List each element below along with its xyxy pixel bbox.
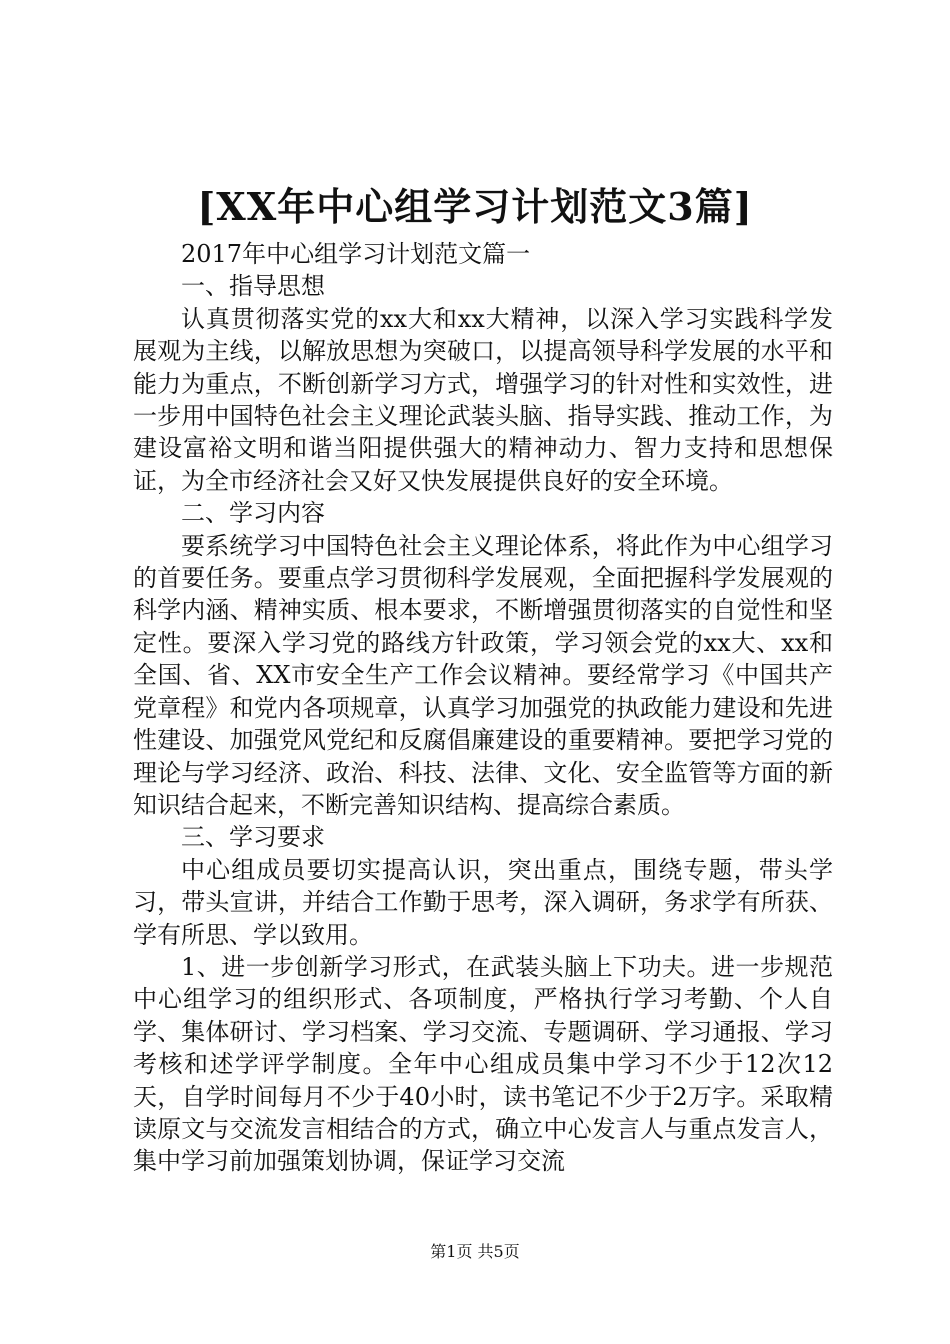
section-paragraph: 要系统学习中国特色社会主义理论体系，将此作为中心组学习的首要任务。要重点学习贯彻科学发展观，全面把握科学发展观的科学内涵、精神实质、根本要求，不断增强贯彻落实的自觉性和坚定性。要深入学习党的路线方针政策，学习领会党的xx大、xx和全国、省、XX市安全生产工作会议精神。要经常学习《中国共产党章程》和党内各项规章，认真学习加强党的执政能力建设和先进性建设、加强党风党纪和反腐倡廉建设的重要精神。要把学习党的理论与学习经济、政治、科技、法律、文化、安全监管等方面的新知识结合起来，不断完善知识结构、提高综合素质。: [133, 531, 833, 819]
section-heading: 二、学习内容: [181, 499, 325, 528]
section-heading: 一、指导思想: [181, 272, 325, 301]
section-paragraph: 中心组成员要切实提高认识，突出重点，围绕专题，带头学习，带头宣讲，并结合工作勤于思考，深入调研，务求学有所获、学有所思、学以致用。: [133, 855, 833, 949]
section-paragraph: 1、进一步创新学习形式，在武装头脑上下功夫。进一步规范中心组学习的组织形式、各项制度，严格执行学习考勤、个人自学、集体研讨、学习档案、学习交流、专题调研、学习通报、学习考核和述学评学制度。全年中心组成员集中学习不少于12次12天，自学时间每月不少于40小时，读书笔记不少于2万字。采取精读原文与交流发言相结合的方式，确立中心发言人与重点发言人，集中学习前加强策划协调，保证学习交流: [133, 952, 833, 1176]
section-heading: 三、学习要求: [181, 823, 325, 852]
page-footer: 第1页 共5页: [430, 1242, 520, 1261]
document-body: [133, 238, 833, 1178]
document-subtitle: 2017年中心组学习计划范文篇一: [181, 240, 531, 268]
document-title: [XX年中心组学习计划范文3篇]: [197, 184, 753, 229]
section-paragraph: 认真贯彻落实党的xx大和xx大精神，以深入学习实践科学发展观为主线，以解放思想为突破口，以提高领导科学发展的水平和能力为重点，不断创新学习方式，增强学习的针对性和实效性，进一步用中国特色社会主义理论武装头脑、指导实践、推动工作，为建设富裕文明和谐当阳提供强大的精神动力、智力支持和思想保证，为全市经济社会又好又快发展提供良好的安全环境。: [133, 304, 833, 495]
